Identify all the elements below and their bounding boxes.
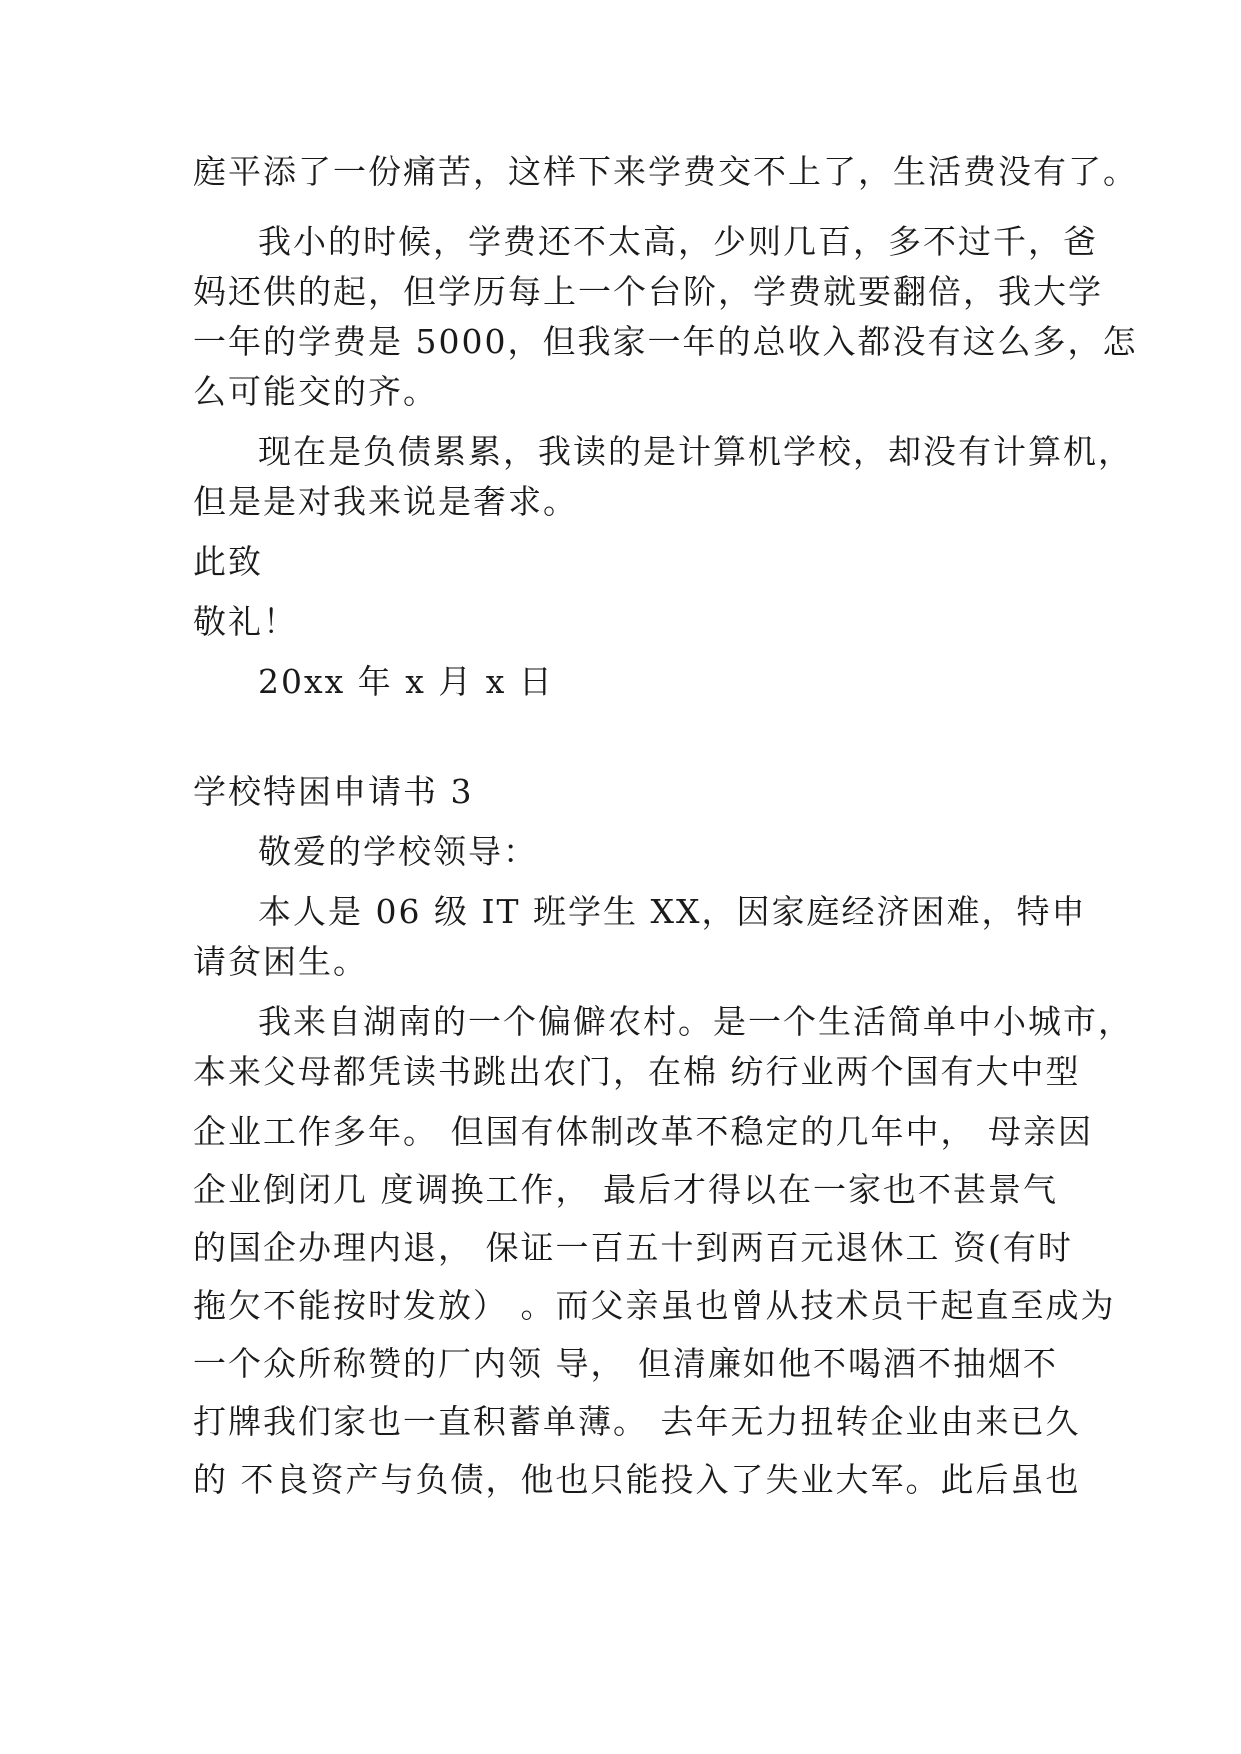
paragraph-line: 请贫困生。 xyxy=(193,942,368,981)
section-title: 学校特困申请书 3 xyxy=(193,772,474,811)
paragraph-line: 拖欠不能按时发放） 。而父亲虽也曾从技术员干起直至成为 xyxy=(193,1286,1116,1325)
paragraph-line: 妈还供的起，但学历每上一个台阶，学费就要翻倍，我大学 xyxy=(193,272,1103,311)
paragraph-line: 的国企办理内退， 保证一百五十到两百元退休工 资(有时 xyxy=(193,1228,1073,1267)
paragraph-line: 现在是负债累累，我读的是计算机学校，却没有计算机， xyxy=(258,432,1133,471)
letter-date: 20xx 年 x 月 x 日 xyxy=(258,662,554,701)
paragraph-line: 一年的学费是 5000，但我家一年的总收入都没有这么多，怎 xyxy=(193,322,1138,361)
paragraph-line: 但是是对我来说是奢求。 xyxy=(193,482,578,521)
paragraph-line: 企业倒闭几 度调换工作， 最后才得以在一家也不甚景气 xyxy=(193,1170,1058,1209)
paragraph-line: 我来自湖南的一个偏僻农村。是一个生活简单中小城市， xyxy=(258,1002,1133,1041)
paragraph-line: 我小的时候，学费还不太高，少则几百，多不过千，爸 xyxy=(258,222,1098,261)
paragraph-line: 庭平添了一份痛苦，这样下来学费交不上了，生活费没有了。 xyxy=(193,152,1138,191)
paragraph-line: 打牌我们家也一直积蓄单薄。 去年无力扭转企业由来已久 xyxy=(193,1402,1081,1441)
paragraph-line: 么可能交的齐。 xyxy=(193,372,438,411)
closing-salutation: 此致 xyxy=(193,542,263,581)
greeting: 敬爱的学校领导： xyxy=(258,832,538,871)
paragraph-line: 企业工作多年。 但国有体制改革不稳定的几年中， 母亲因 xyxy=(193,1112,1093,1151)
paragraph-line: 的 不良资产与负债，他也只能投入了失业大军。此后虽也 xyxy=(193,1460,1081,1499)
paragraph-line: 本人是 06 级 IT 班学生 XX，因家庭经济困难，特申 xyxy=(258,892,1087,931)
paragraph-line: 一个众所称赞的厂内领 导， 但清廉如他不喝酒不抽烟不 xyxy=(193,1344,1058,1383)
paragraph-line: 本来父母都凭读书跳出农门，在棉 纺行业两个国有大中型 xyxy=(193,1052,1081,1091)
closing-regards: 敬礼！ xyxy=(193,602,298,641)
